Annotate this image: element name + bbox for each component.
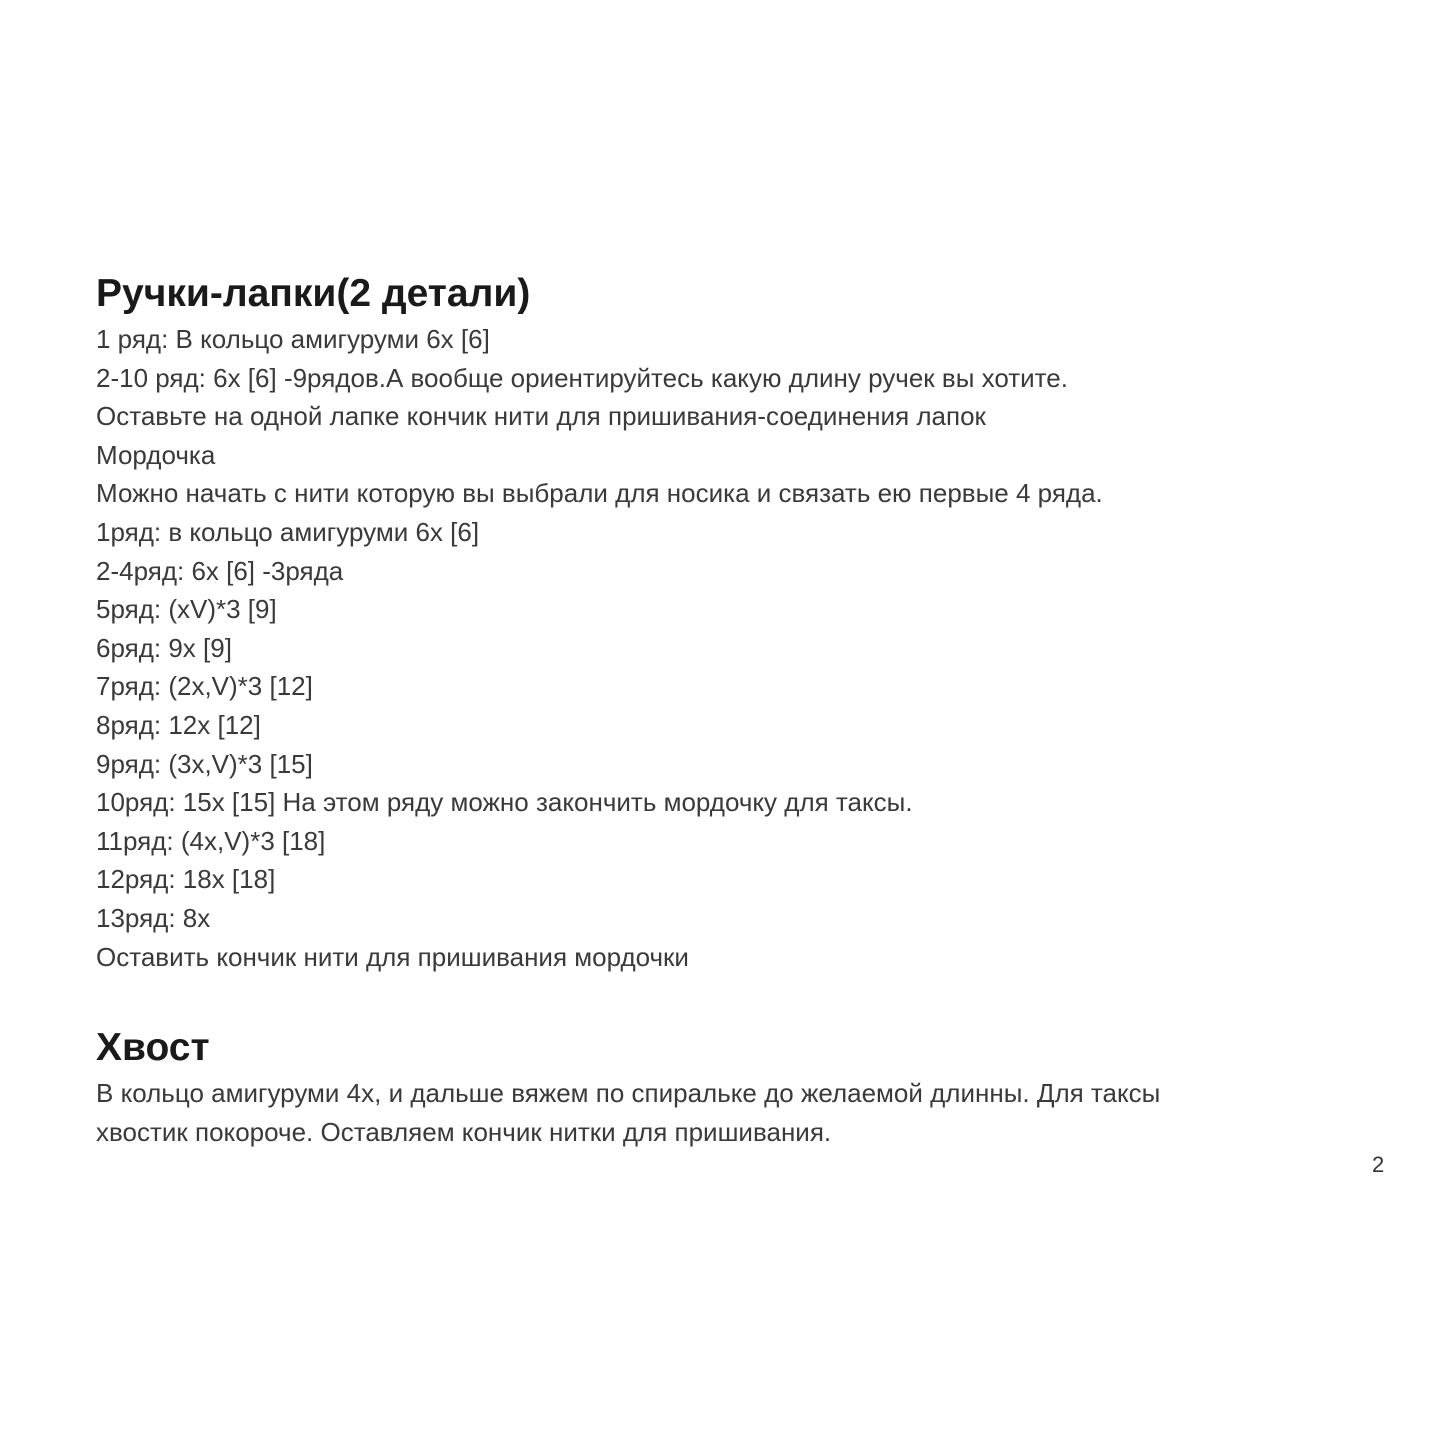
text-line: 6ряд: 9х [9] bbox=[96, 632, 232, 663]
section-title-arms: Ручки-лапки(2 детали) bbox=[96, 272, 531, 315]
text-line: Оставить кончик нити для пришивания мордочки bbox=[96, 941, 689, 972]
text-line: 13ряд: 8х bbox=[96, 902, 211, 933]
text-line: 2-10 ряд: 6х [6] -9рядов.А вообще ориентируйтесь какую длину ручек вы хотите. bbox=[96, 362, 1068, 393]
text-line: В кольцо амигуруми 4х, и дальше вяжем по спиральке до желаемой длинны. Для таксы bbox=[96, 1078, 1161, 1109]
section-arms bbox=[96, 268, 1396, 976]
text-line: 1 ряд: В кольцо амигуруми 6х [6] bbox=[96, 324, 490, 354]
subsection-title-muzzle: Мордочка bbox=[96, 439, 216, 470]
text-line: хвостик покороче. Оставляем кончик нитки для пришивания. bbox=[96, 1116, 832, 1147]
text-line: 1ряд: в кольцо амигуруми 6х [6] bbox=[96, 516, 480, 547]
text-line: 11ряд: (4x,V)*3 [18] bbox=[96, 825, 326, 856]
text-line: 7ряд: (2x,V)*3 [12] bbox=[96, 671, 313, 702]
section-tail bbox=[96, 1022, 1396, 1151]
text-line: Оставьте на одной лапке кончик нити для пришивания-соединения лапок bbox=[96, 401, 986, 432]
document-content bbox=[96, 268, 1396, 1151]
section-title-tail: Хвост bbox=[96, 1026, 210, 1070]
text-line: 2-4ряд: 6х [6] -3ряда bbox=[96, 555, 344, 586]
text-line: 5ряд: (xV)*3 [9] bbox=[96, 594, 277, 625]
text-line: 12ряд: 18х [18] bbox=[96, 864, 276, 895]
text-line: 9ряд: (3x,V)*3 [15] bbox=[96, 748, 313, 779]
page-number: 2 bbox=[1372, 1152, 1385, 1177]
text-line: 8ряд: 12х [12] bbox=[96, 709, 261, 740]
text-line: Можно начать с нити которую вы выбрали для носика и связать ею первые 4 ряда. bbox=[96, 478, 1103, 509]
section-spacer bbox=[96, 976, 1396, 1022]
text-line: 10ряд: 15х [15] На этом ряду можно закончить мордочку для таксы. bbox=[96, 787, 913, 818]
